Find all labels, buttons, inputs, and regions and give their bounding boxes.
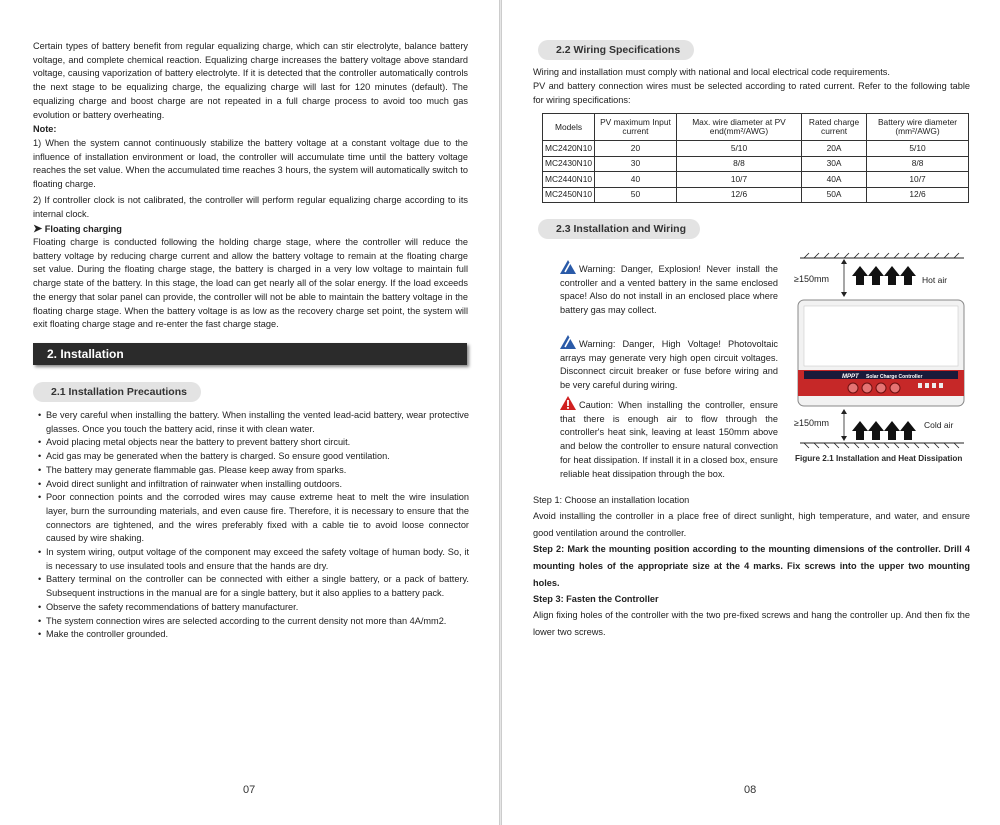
caution-heat: Caution: When installing the controller, ensure that there is enough air to flow through the controller's heat sink, leaving at least 150mm above and below the controller to ensure natural convection for heat dissipation. If install it in a closed box, ensure reliable heat dissipation through the box. — [560, 396, 778, 481]
subsection-title-install-wiring: 2.3 Installation and Wiring — [538, 219, 700, 239]
bottom-gap-label: ≥150mm — [794, 418, 829, 428]
warning-high-voltage: Warning: Danger, High Voltage! Photovoltaic arrays may generate very high open circuit voltages. Disconnect circuit breaker or fuse before wiring and be very careful during wiring. — [560, 335, 778, 393]
step-2-title: Step 2: Mark the mounting position according to the mounting dimensions of the controller. Drill 4 mounting holes of the appropriate size at the 4 marks. Fix screws into the upper two mounting holes. — [533, 544, 970, 588]
page-number-right: 08 — [744, 784, 757, 796]
table-cell: 8/8 — [676, 156, 801, 172]
table-cell: 12/6 — [867, 187, 969, 203]
floating-paragraph: Floating charge is conducted following the holding charge stage, where the controller will reduce the battery voltage by reducing charge current and allow the battery voltage to remain at the floating charge set value. During the floating charge stage, the battery is charged in a very low voltage to maintain full charge state of the battery. In this stage, the load can get nearly all of the solar energy. If the load exceeds the energy that solar panel can provide, the controller will not be able to maintain the battery voltage in the floating charge stage. When the battery voltage is as low as the recovery charge set point, the system will exit floating charge stage and re-enter the fast charge stage. — [33, 237, 468, 330]
list-item: • Make the controller grounded. — [33, 628, 469, 642]
list-item: • Acid gas may be generated when the battery is charged. So ensure good ventilation. — [33, 450, 469, 464]
figure-caption: Figure 2.1 Installation and Heat Dissipation — [795, 454, 963, 463]
wiring-intro-2: PV and battery connection wires must be selected according to rated current. Refer to the following table for wiring specifications: — [533, 81, 970, 105]
section-title-installation: 2. Installation — [33, 343, 467, 365]
caution-red-icon — [560, 396, 576, 410]
controller-display-area — [804, 306, 958, 366]
step-1-text: Avoid installing the controller in a place free of direct sunlight, high temperature, and water, and ensure good ventilation around the controller. — [533, 511, 970, 538]
subsection-title-precautions: 2.1 Installation Precautions — [33, 382, 201, 402]
product-label: Solar Charge Controller — [866, 374, 923, 380]
table-cell: 5/10 — [676, 141, 801, 157]
intro-paragraph: Certain types of battery benefit from regular equalizing charge, which can stir electrolyte, balance battery voltage, and complete chemical reaction. Equalizing charge increases the battery voltage above standard voltage, causing vaporization of battery electrolyte. If it is detected that the controller automatically controls the next stage to be equalizing charge, the equalizing charge will last for 120 minutes (default). The equalizing charge and boost charge are not repeated in a full charge process to avoid too much gas evolution or battery overheating. — [33, 41, 468, 120]
table-header: Models — [543, 114, 595, 141]
subsection-title-wiring: 2.2 Wiring Specifications — [538, 40, 694, 60]
terminal-screw — [862, 383, 872, 393]
note-1: 1) When the system cannot continuously stabilize the battery voltage at a constant voltage due to the influence of installation environment or load, the controller will accumulate time until the battery voltage reaches the set value. When the accumulated time reaches 3 hours, the system will automatically switch to floating charge. — [33, 138, 468, 190]
terminal-screw — [890, 383, 900, 393]
table-cell: 20A — [802, 141, 867, 157]
table-cell: 40A — [802, 172, 867, 188]
table-cell: 10/7 — [867, 172, 969, 188]
note-label: Note: — [33, 124, 57, 134]
list-item: • The system connection wires are selected according to the current density not more than 4A/mm2. — [33, 615, 469, 629]
page-number-left: 07 — [243, 784, 256, 796]
wiring-spec-table — [542, 113, 969, 203]
precautions-list — [33, 409, 469, 642]
step-3-title: Step 3: Fasten the Controller — [533, 594, 659, 604]
table-cell: 30 — [595, 156, 677, 172]
table-cell: 50A — [802, 187, 867, 203]
table-row — [543, 156, 969, 172]
top-gap-label: ≥150mm — [794, 274, 829, 284]
list-item: • Battery terminal on the controller can be connected with either a single battery, or a pack of battery. Subsequent instructions in the manual are for a single battery, but it also applies to a battery pack. — [33, 573, 469, 600]
list-item: • The battery may generate flammable gas. Please keep away from sparks. — [33, 464, 469, 478]
cold-air-arrows — [852, 421, 916, 440]
table-cell: MC2450N10 — [543, 187, 595, 203]
warning-blue-icon — [560, 335, 576, 349]
table-cell: MC2420N10 — [543, 141, 595, 157]
list-item: • Poor connection points and the corroded wires may cause extreme heat to melt the wire insulation layer, burn the surrounding materials, and even cause fire. Therefore, it is necessary to ensure that the connectors are tightened, and the wires preferably fixed with a cable tie to avoid loose connector caused by wire shaking. — [33, 491, 469, 546]
table-header: PV maximum Input current — [595, 114, 677, 141]
table-cell: 30A — [802, 156, 867, 172]
table-cell: MC2430N10 — [543, 156, 595, 172]
installation-heat-figure — [794, 250, 969, 450]
warning-explosion: Warning: Danger, Explosion! Never install the controller and a vented battery in the same enclosed space! Also do not install in an enclosed place where battery gas may collect. — [560, 260, 778, 318]
table-row — [543, 187, 969, 203]
table-cell: 50 — [595, 187, 677, 203]
table-cell: 12/6 — [676, 187, 801, 203]
table-cell: 20 — [595, 141, 677, 157]
list-item: • Avoid placing metal objects near the battery to prevent battery short circuit. — [33, 436, 469, 450]
table-cell: 8/8 — [867, 156, 969, 172]
note-2: 2) If controller clock is not calibrated, the controller will perform regular equalizing charge according to its internal clock. — [33, 195, 468, 219]
terminal-screw — [876, 383, 886, 393]
brand-label: MPPT — [842, 374, 859, 380]
step-1-title: Step 1: Choose an installation location — [533, 495, 690, 505]
list-item: • In system wiring, output voltage of the component may exceed the safety voltage of human body. So, it is necessary to use insulated tools and ensure that the hands are dry. — [33, 546, 469, 573]
wiring-intro-1: Wiring and installation must comply with national and local electrical code requirements. — [533, 67, 890, 77]
table-cell: 10/7 — [676, 172, 801, 188]
list-item: • Avoid direct sunlight and infiltration of rainwater when installing outdoors. — [33, 478, 469, 492]
table-row — [543, 141, 969, 157]
warning-blue-icon — [560, 260, 576, 274]
top-surface — [800, 253, 964, 258]
table-row — [543, 172, 969, 188]
table-header: Rated charge current — [802, 114, 867, 141]
terminal-screw — [848, 383, 858, 393]
table-header-row — [543, 114, 969, 141]
table-cell: 40 — [595, 172, 677, 188]
list-item: • Observe the safety recommendations of battery manufacturer. — [33, 601, 469, 615]
arrow-right-icon: ➤ — [33, 223, 43, 235]
floating-heading: ➤ Floating charging — [33, 223, 122, 235]
table-header: Battery wire diameter (mm²/AWG) — [867, 114, 969, 141]
bottom-surface — [800, 443, 964, 448]
hot-air-label: Hot air — [922, 275, 948, 285]
table-header: Max. wire diameter at PV end(mm²/AWG) — [676, 114, 801, 141]
table-cell: 5/10 — [867, 141, 969, 157]
list-item: • Be very careful when installing the battery. When installing the vented lead-acid battery, wear protective glasses. Once you touch the battery acid, rinse it with clean water. — [33, 409, 469, 436]
cold-air-label: Cold air — [924, 420, 954, 430]
hot-air-arrows — [852, 266, 916, 285]
step-3-text: Align fixing holes of the controller with the two pre-fixed screws and hang the controller up. And then fix the lower two screws. — [533, 610, 970, 637]
table-cell: MC2440N10 — [543, 172, 595, 188]
